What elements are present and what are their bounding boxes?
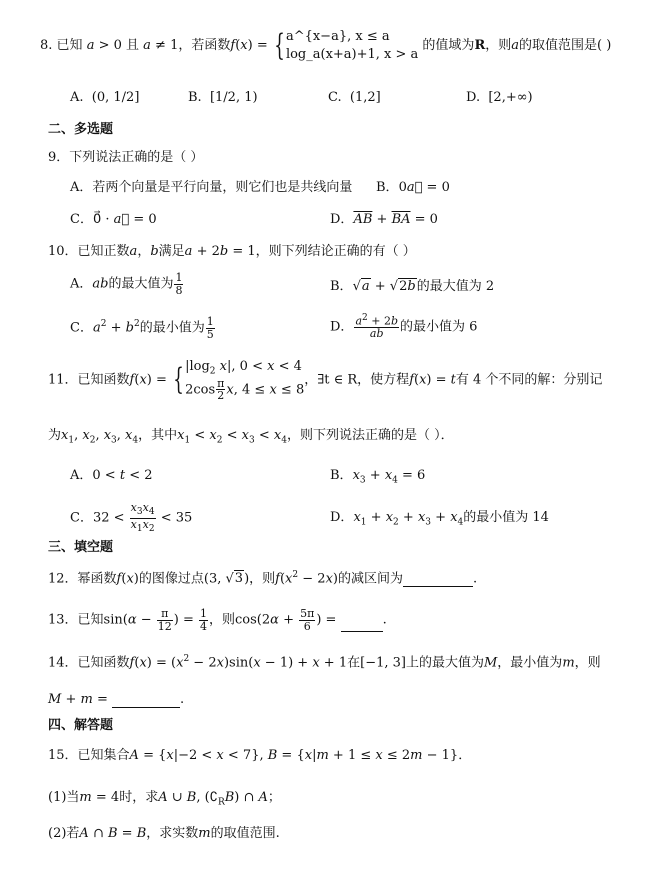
q14-line2: M + m = . xyxy=(48,692,185,707)
section-heading: 三、填空题 xyxy=(48,540,114,555)
q11-option-d: D．$x_1 + x_2 + x_3 + x_4$的最小值为 14 xyxy=(330,510,549,528)
answer-blank[interactable] xyxy=(341,631,383,632)
q8-stem: 8. 已知 a > 0 且 a ≠ 1，若函数f(x) = { a^{x−a}, x ≤ a log_a(x+a)+1, x > a 的值域为R，则a的取值范围是( ) xyxy=(40,27,612,63)
q8-option-d: D. [2,+∞) xyxy=(466,90,533,105)
q9-option-a: A．若两个向量是平行向量，则它们也是共线向量 xyxy=(70,180,353,195)
q11-stem: 11．已知函数f(x) = { $|\log_2$ x|, 0 < x < 4 2cos $\frac{\pi}{2}$ x, 4 ≤ x ≤ 8 ，∃t ∈ R，使方程f(x) = t有 4 个不同的解：分别记 xyxy=(48,359,603,403)
q9-option-d: D．$\overline{AB} + \overline{BA} = 0$ xyxy=(330,212,438,227)
q8-option-a: A. (0, 1/2] xyxy=(70,90,140,105)
q10-option-a: A．ab的最大值为 $\frac{1}{8}$ xyxy=(70,271,183,297)
piecewise: a^{x−a}, x ≤ a log_a(x+a)+1, x > a xyxy=(285,29,419,62)
q8-option-c: C. (1,2] xyxy=(328,90,381,105)
q10-stem: 10．已知正数a，b满足a + 2b = 1，则下列结论正确的有（ ） xyxy=(48,244,416,259)
answer-blank[interactable] xyxy=(112,707,180,708)
q13: 13．已知sin(α − $\frac{\pi}{12}$ ) = $\frac{1}{4}$ ，则cos(2α + $\frac{5\pi}{6}$ ) = . xyxy=(48,607,387,633)
q15-part1: (1)当m = 4时，求A ∪ B, $(∁_RB)$ ∩ A； xyxy=(48,790,281,808)
section-heading: 二、多选题 xyxy=(48,122,114,137)
q15-part2: (2)若A ∩ B = B，求实数m的取值范围. xyxy=(48,826,280,841)
q10-option-c: C．$a^2 + b^2$的最小值为 $\frac{1}{5}$ xyxy=(70,315,214,341)
q11-option-a: A．0 < t < 2 xyxy=(70,468,153,483)
q9-option-b: B．0a⃗ = 0 xyxy=(376,180,450,195)
q11-line2: 为$x_1$, $x_2$, $x_3$, $x_4$，其中$x_1 < x_2 < x_3 < x_4$，则下列说法正确的是（ ）． xyxy=(48,428,454,446)
section-heading: 四、解答题 xyxy=(48,718,114,733)
brace: { xyxy=(274,27,285,63)
q9-option-c: C．0⃗ · a⃗ = 0 xyxy=(70,212,157,227)
q15-stem: 15．已知集合A = {x|−2 < x < 7}, B = {x|m + 1 ≤ x ≤ 2m − 1}． xyxy=(48,748,472,763)
q8-option-b: B. [1/2, 1) xyxy=(188,90,258,105)
answer-blank[interactable] xyxy=(403,586,473,587)
q12: 12．幂函数f(x)的图像过点(3, √3)，则$f(x^2 - 2x)$的减区间为 . xyxy=(48,570,478,587)
q9-stem: 9．下列说法正确的是（ ） xyxy=(48,150,204,165)
q11-option-b: B．$x_3 + x_4 = 6$ xyxy=(330,468,426,486)
q11-option-c: C．32 < $\frac{x_3x_4}{x_1x_2}$ < 35 xyxy=(70,501,193,534)
q10-option-b: B．√a + √2b的最大值为 2 xyxy=(330,279,495,294)
q10-option-d: D． $\frac{a^2 + 2b}{ab}$ 的最小值为 6 xyxy=(330,313,478,341)
q14: 14．已知函数$f(x) = (x^2 - 2x)\sin(x - 1) + x + 1$在[−1, 3]上的最大值为M，最小值为m，则 xyxy=(48,654,601,671)
